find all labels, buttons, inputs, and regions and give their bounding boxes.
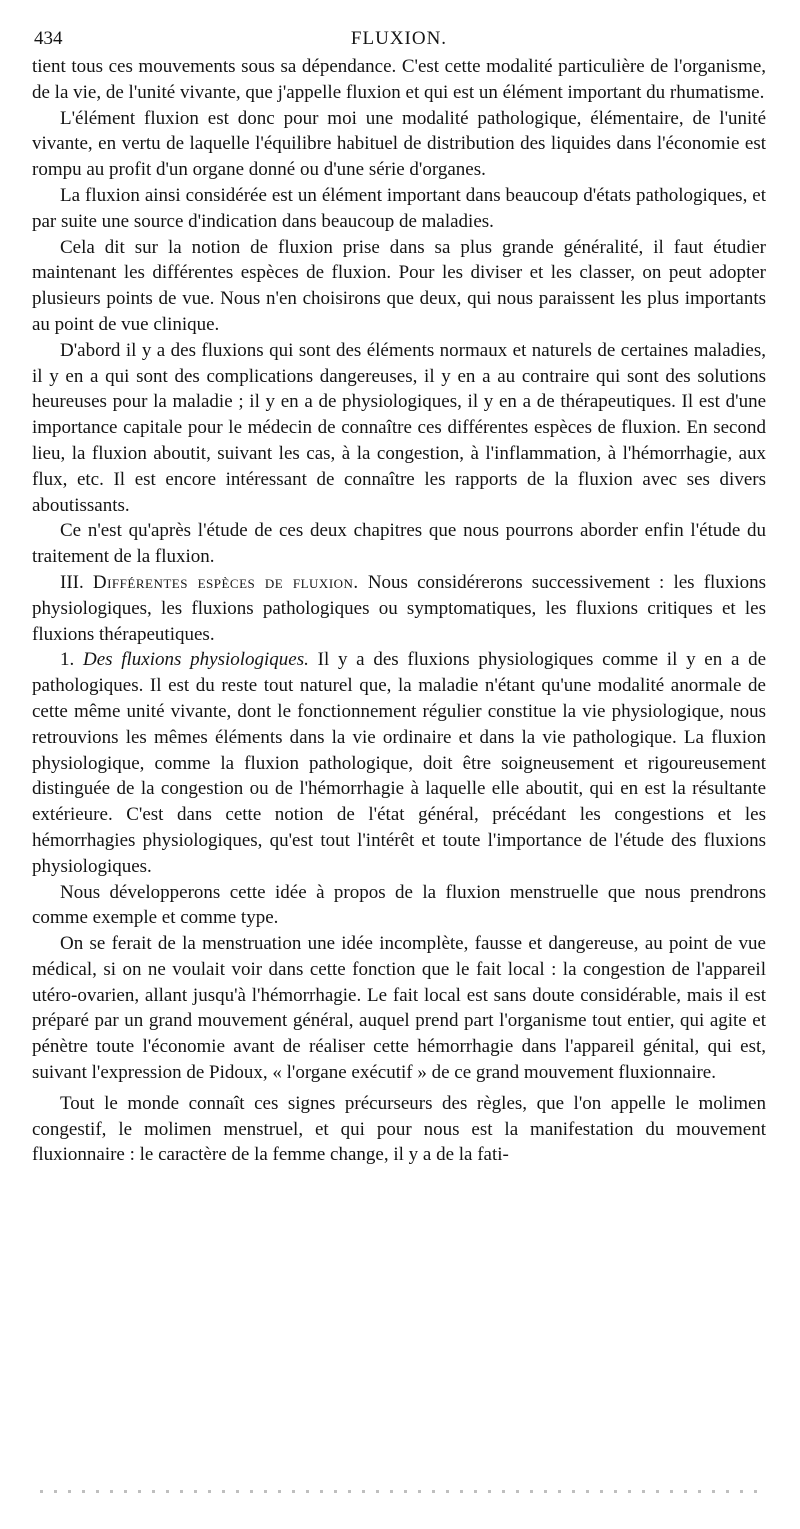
section-iii-paragraph — [32, 570, 766, 647]
subsection-1-paragraph — [32, 647, 766, 879]
section-heading: Différentes espèces de fluxion. — [92, 571, 359, 593]
page-header — [32, 26, 766, 54]
paragraph-2: L'élément fluxion est donc pour moi une modalité pathologique, élémentaire, de l'unité vivante, en vertu de laquelle l'équilibre habituel de distribution des liquides dans l'économie est rompu au profit d'un organe donné ou d'une série d'organes. — [32, 107, 766, 181]
paragraph-10: On se ferait de la menstruation une idée incomplète, fausse et dangereuse, au point de vue médical, si on ne voulait voir dans cette fonction que le fait local : la congestion de l'appareil utéro-ovarien, allant jusqu'à l'hémorrhagie. Le fait local est sans doute considérable, mais il est préparé par un grand mouvement général, auquel prend part l'organisme tout entier, qui agite et pénètre toute l'économie avant de réaliser cette hémorrhagie dans l'appareil génital, qui est, suivant l'expression de Pidoux, « l'organe exécutif » de ce grand mouvement fluxionnaire. — [32, 933, 766, 1084]
paragraph-1: tient tous ces mouvements sous sa dépendance. C'est cette modalité particulière de l'organisme, de la vie, de l'unité vivante, que j'appelle fluxion et qui est un élément important du rhumatisme. — [32, 56, 766, 103]
paragraph-9: Nous développerons cette idée à propos de la fluxion menstruelle que nous prendrons comme exemple et comme type. — [32, 881, 766, 929]
section-text: Nous considérerons successivement : les fluxions physiologiques, les fluxions pathologiques ou symptomatiques, les fluxions critiques et les fluxions thérapeutiques. — [32, 571, 766, 645]
paragraph-5: D'abord il y a des fluxions qui sont des éléments normaux et naturels de certaines maladies, il y en a qui sont des complications dangereuses, il y en a au contraire qui sont des solutions heureuses pour la maladie ; il y en a de physiologiques, il y en a de thérapeutiques. Il est d'une importance capitale pour le médecin de connaître ces différentes espèces de fluxion. En second lieu, la fluxion aboutit, suivant les cas, à la congestion, à l'inflammation, à l'hémorrhagie, aux flux, etc. Il est encore intéressant de connaître les rapports de la fluxion avec ses divers aboutissants. — [32, 339, 766, 516]
paragraph-3: La fluxion ainsi considérée est un élément important dans beaucoup d'états pathologiques, et par suite une source d'indication dans beaucoup de maladies. — [32, 184, 766, 232]
book-page — [32, 26, 766, 1168]
running-title: FLUXION. — [350, 28, 448, 49]
subsection-text: Il y a des fluxions physiologiques comme il y en a de pathologiques. Il est du reste tout naturel que, la maladie n'étant qu'une modalité anormale de cette même unité vivante, dont le fonctionnement régulier constitue la vie physiologique, nous retrouvions les mêmes éléments dans la vie ordinaire et dans la vie pathologique. La fluxion physiologique, comme la fluxion pathologique, doit être soigneusement et rigoureusement distinguée de la congestion ou de l'hémorrhagie à laquelle elle aboutit, qui en est la résultante extérieure. C'est dans cette notion de l'état général, précédant les congestions et les hémorrhagies physiologiques, qu'est tout l'intérêt et toute l'importance de l'étude des fluxions physiologiques. — [32, 649, 767, 877]
page-number: 434 — [34, 28, 63, 49]
subsection-heading: Des fluxions physiologiques. — [82, 649, 309, 671]
section-number: III. — [60, 571, 84, 593]
paragraph-11: Tout le monde connaît ces signes précurseurs des règles, que l'on appelle le molimen congestif, le molimen menstruel, et qui pour nous est la manifestation du mouvement fluxionnaire : le caractère de la femme change, il y a de la fati- — [32, 1092, 766, 1166]
paragraph-6: Ce n'est qu'après l'étude de ces deux chapitres que nous pourrons aborder enfin l'étude du traitement de la fluxion. — [32, 520, 766, 568]
subsection-number: 1. — [60, 649, 75, 671]
page-bottom-bleed-through — [40, 1490, 765, 1493]
paragraph-4: Cela dit sur la notion de fluxion prise dans sa plus grande généralité, il faut étudier maintenant les différentes espèces de fluxion. Pour les diviser et les classer, on peut adopter plusieurs points de vue. Nous n'en choisirons que deux, qui nous paraissent les plus importants au point de vue clinique. — [32, 236, 766, 335]
